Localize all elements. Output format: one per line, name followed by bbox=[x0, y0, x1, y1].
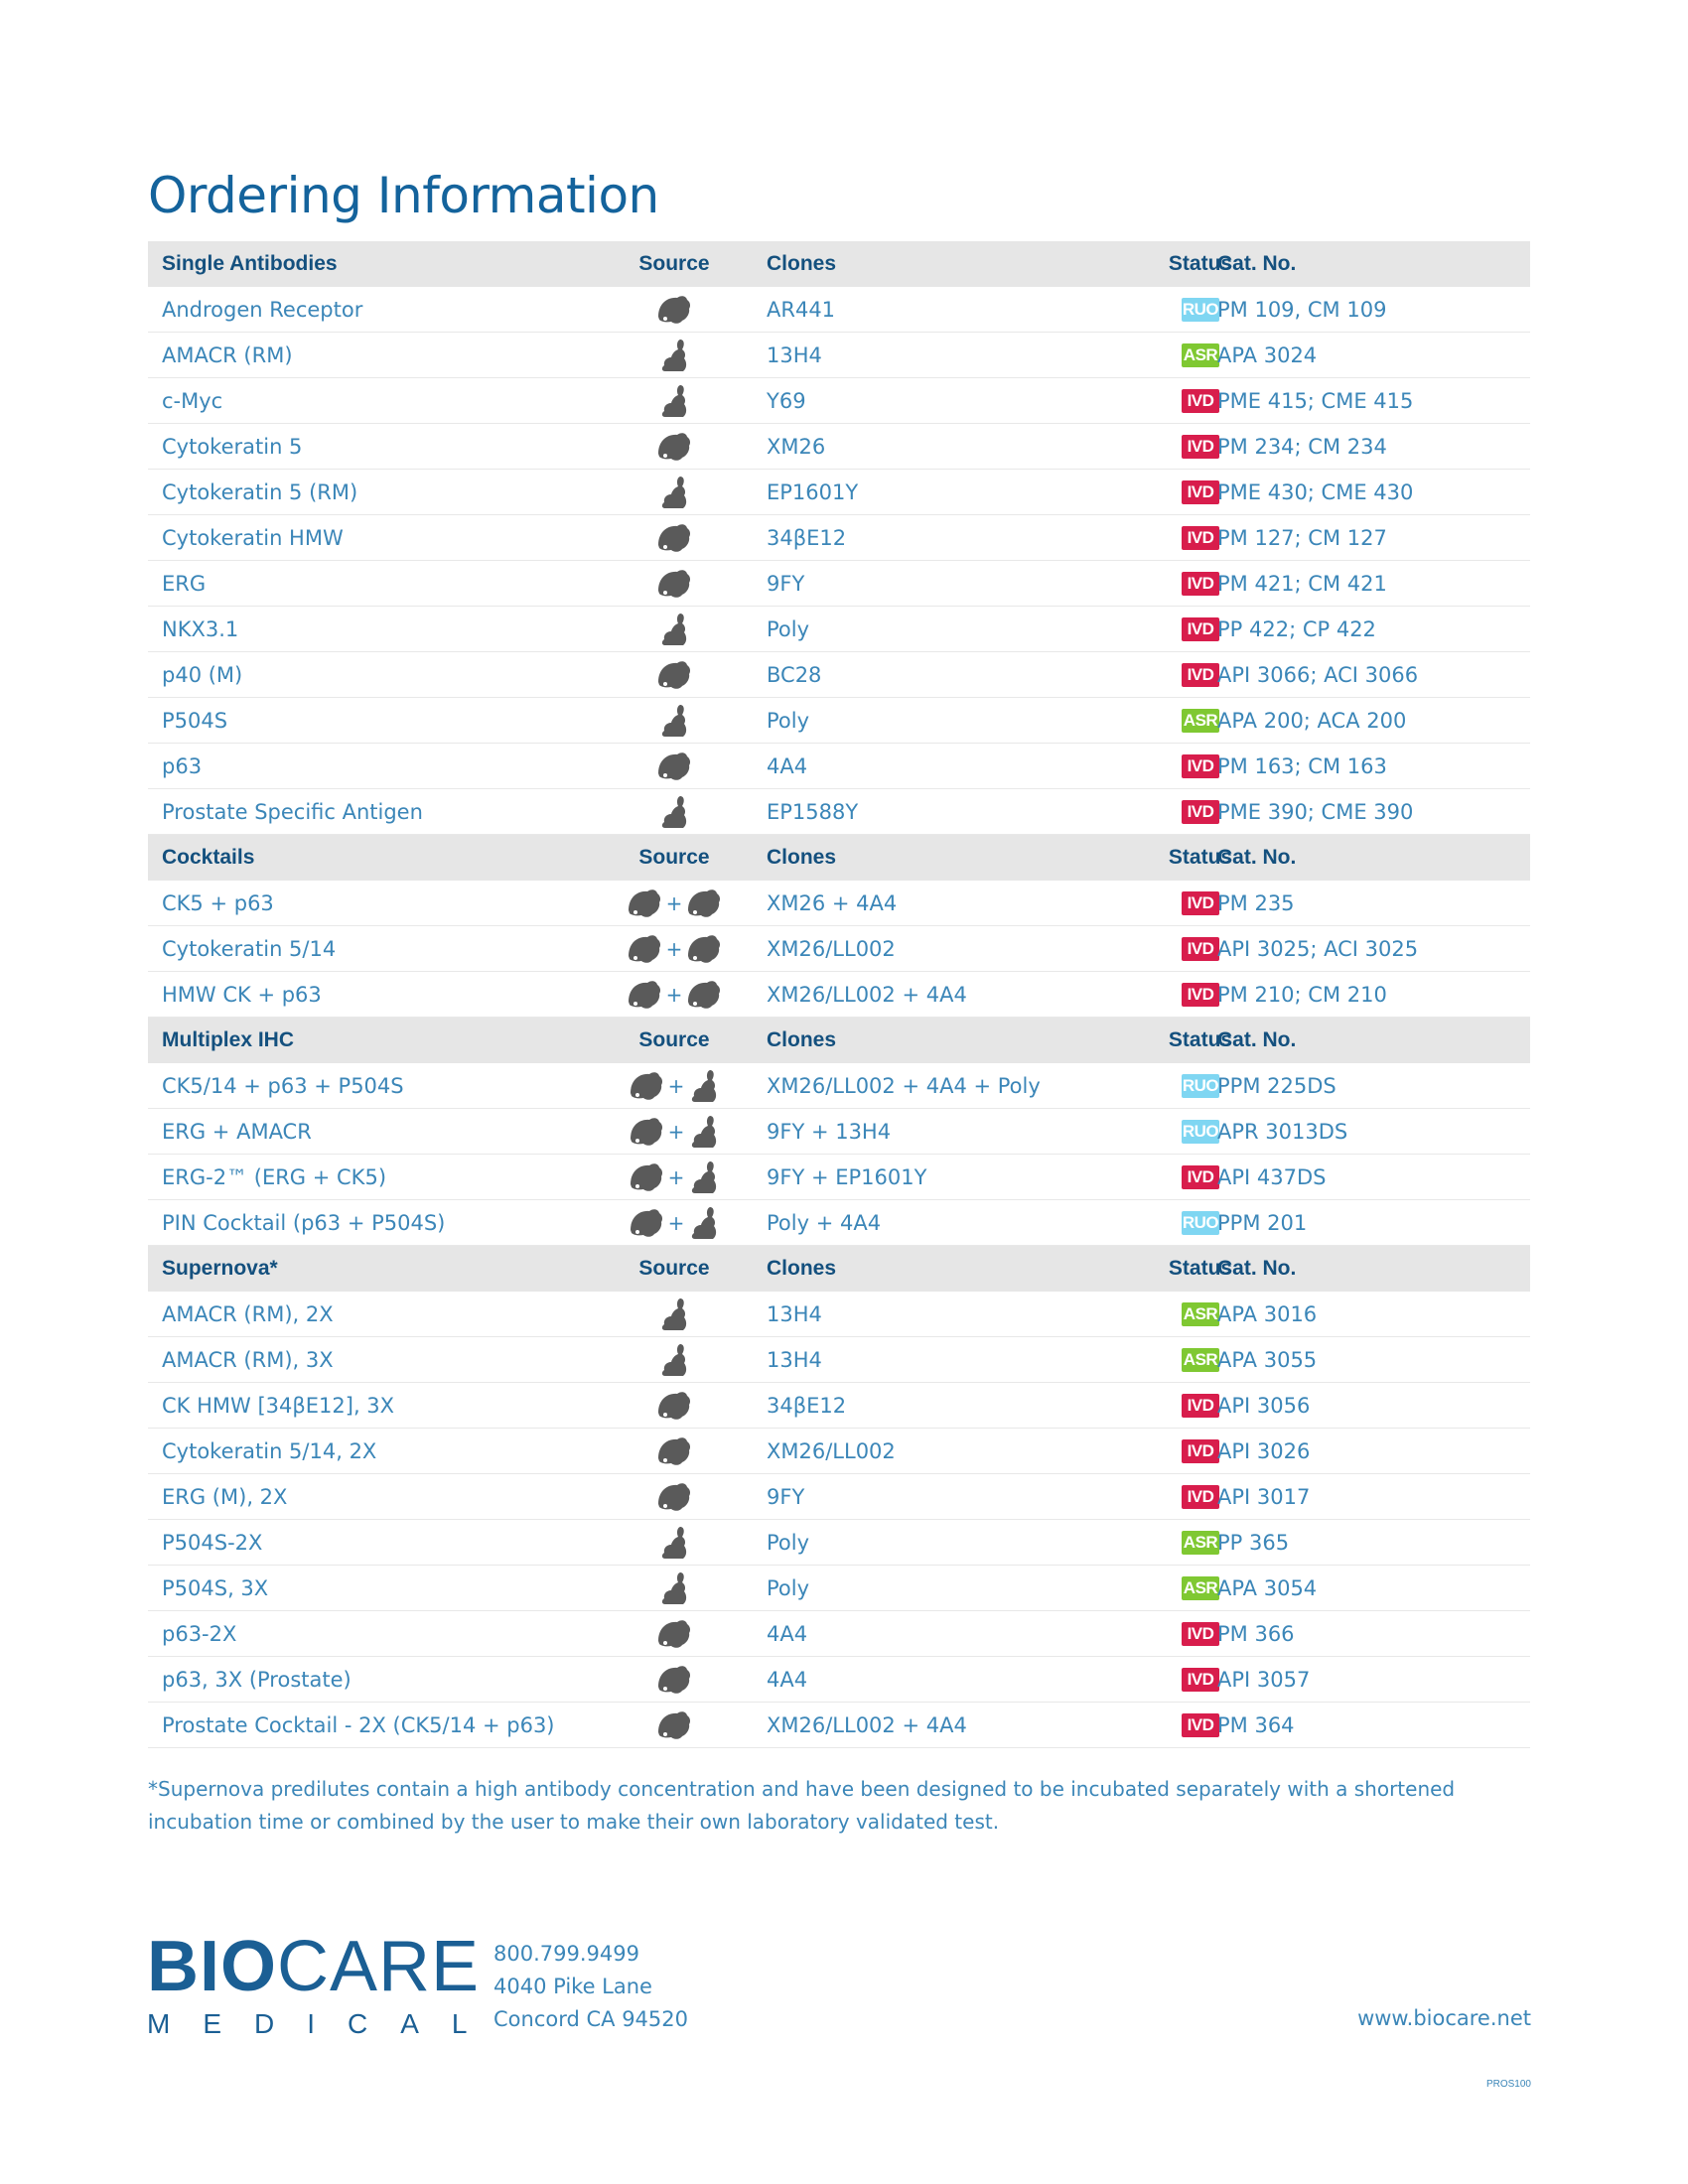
header-cat: Cat. No. bbox=[1217, 252, 1297, 275]
status-badge: IVD bbox=[1182, 937, 1219, 961]
plus-sign: + bbox=[667, 1164, 685, 1189]
clone-name: 9FY + 13H4 bbox=[767, 1119, 892, 1144]
source-cell bbox=[605, 1520, 744, 1565]
clone-name: 4A4 bbox=[767, 1621, 808, 1646]
source-cell bbox=[605, 1155, 744, 1199]
antibody-name: P504S-2X bbox=[162, 1530, 263, 1555]
source-icons bbox=[658, 612, 690, 647]
street-address: 4040 Pike Lane bbox=[493, 1975, 652, 1998]
mouse-icon bbox=[629, 1160, 664, 1194]
header-source: Source bbox=[638, 252, 710, 275]
mouse-icon bbox=[656, 1434, 692, 1468]
mouse-icon bbox=[656, 750, 692, 783]
source-cell bbox=[605, 698, 744, 743]
catalog-number: PME 390; CME 390 bbox=[1217, 799, 1414, 824]
status-badge: IVD bbox=[1182, 1485, 1219, 1509]
header-clones: Clones bbox=[767, 846, 837, 869]
clone-name: 13H4 bbox=[767, 342, 822, 367]
antibody-name: Cytokeratin 5 (RM) bbox=[162, 479, 358, 504]
antibody-name: P504S, 3X bbox=[162, 1575, 269, 1600]
table-row bbox=[148, 515, 1530, 561]
source-cell bbox=[605, 1474, 744, 1519]
catalog-number: API 437DS bbox=[1217, 1164, 1327, 1189]
source-icons bbox=[627, 932, 723, 966]
clone-name: EP1588Y bbox=[767, 799, 859, 824]
header-cat: Cat. No. bbox=[1217, 1028, 1297, 1051]
catalog-number: API 3025; ACI 3025 bbox=[1217, 936, 1419, 961]
status-badge: IVD bbox=[1182, 1713, 1219, 1737]
source-cell bbox=[605, 789, 744, 834]
mouse-icon bbox=[629, 1206, 664, 1240]
antibody-name: CK5 + p63 bbox=[162, 890, 274, 915]
city-address: Concord CA 94520 bbox=[493, 2007, 688, 2031]
catalog-number: PM 235 bbox=[1217, 890, 1295, 915]
source-icons bbox=[658, 475, 690, 510]
status-badge: IVD bbox=[1182, 1165, 1219, 1189]
rabbit-icon bbox=[658, 1525, 690, 1561]
status-badge: IVD bbox=[1182, 663, 1219, 687]
source-icons bbox=[658, 794, 690, 830]
catalog-number: API 3057 bbox=[1217, 1667, 1311, 1692]
source-cell bbox=[605, 515, 744, 560]
mouse-icon bbox=[656, 658, 692, 692]
header-status: Status bbox=[1168, 1028, 1233, 1051]
antibody-name: ERG (M), 2X bbox=[162, 1484, 288, 1509]
source-icons bbox=[656, 1434, 692, 1468]
table-row bbox=[148, 1109, 1530, 1155]
source-cell bbox=[605, 1703, 744, 1747]
table-row bbox=[148, 972, 1530, 1018]
status-badge: IVD bbox=[1182, 572, 1219, 596]
table-row bbox=[148, 652, 1530, 698]
catalog-number: APA 3016 bbox=[1217, 1301, 1318, 1326]
plus-sign: + bbox=[665, 890, 683, 915]
antibody-name: Cytokeratin HMW bbox=[162, 525, 344, 550]
clone-name: Poly + 4A4 bbox=[767, 1210, 882, 1235]
header-source: Source bbox=[638, 1028, 710, 1051]
plus-sign: + bbox=[667, 1210, 685, 1235]
table-row bbox=[148, 378, 1530, 424]
antibody-name: Androgen Receptor bbox=[162, 297, 363, 322]
source-cell bbox=[605, 1337, 744, 1382]
phone-number: 800.799.9499 bbox=[493, 1942, 639, 1966]
clone-name: Poly bbox=[767, 1575, 810, 1600]
antibody-name: Cytokeratin 5/14, 2X bbox=[162, 1438, 377, 1463]
antibody-name: CK HMW [34βE12], 3X bbox=[162, 1393, 395, 1418]
header-name: Single Antibodies bbox=[162, 252, 338, 275]
table-row bbox=[148, 1703, 1530, 1748]
mouse-icon bbox=[656, 1480, 692, 1514]
mouse-icon bbox=[629, 1115, 664, 1149]
source-icons bbox=[658, 1342, 690, 1378]
mouse-icon bbox=[686, 887, 722, 920]
clone-name: XM26/LL002 + 4A4 + Poly bbox=[767, 1073, 1041, 1098]
catalog-number: PM 163; CM 163 bbox=[1217, 753, 1387, 778]
rabbit-icon bbox=[688, 1160, 720, 1195]
header-source: Source bbox=[638, 846, 710, 869]
table-row bbox=[148, 1657, 1530, 1703]
source-icons bbox=[656, 1663, 692, 1697]
status-badge: IVD bbox=[1182, 617, 1219, 641]
header-clones: Clones bbox=[767, 1028, 837, 1051]
clone-name: BC28 bbox=[767, 662, 822, 687]
clone-name: XM26 + 4A4 bbox=[767, 890, 898, 915]
mouse-icon bbox=[656, 1389, 692, 1423]
catalog-number: APR 3013DS bbox=[1217, 1119, 1348, 1144]
catalog-number: PM 364 bbox=[1217, 1712, 1295, 1737]
antibody-name: c-Myc bbox=[162, 388, 223, 413]
source-cell bbox=[605, 561, 744, 606]
website-link[interactable]: www.biocare.net bbox=[1357, 2006, 1531, 2030]
source-icons bbox=[658, 703, 690, 739]
contact-address bbox=[493, 1938, 688, 2036]
source-cell bbox=[605, 378, 744, 423]
antibody-name: PIN Cocktail (p63 + P504S) bbox=[162, 1210, 446, 1235]
document-code: PROS100 bbox=[1485, 2079, 1531, 2090]
source-icons bbox=[656, 567, 692, 601]
table-row bbox=[148, 1429, 1530, 1474]
clone-name: EP1601Y bbox=[767, 479, 859, 504]
clone-name: Poly bbox=[767, 708, 810, 733]
source-icons bbox=[658, 338, 690, 373]
table-row bbox=[148, 698, 1530, 744]
header-name: Multiplex IHC bbox=[162, 1028, 295, 1051]
source-cell bbox=[605, 424, 744, 469]
table-row bbox=[148, 1063, 1530, 1109]
antibody-name: Prostate Cocktail - 2X (CK5/14 + p63) bbox=[162, 1712, 555, 1737]
mouse-icon bbox=[627, 887, 662, 920]
mouse-icon bbox=[656, 430, 692, 464]
table-row bbox=[148, 1611, 1530, 1657]
clone-name: AR441 bbox=[767, 297, 836, 322]
antibody-name: AMACR (RM) bbox=[162, 342, 293, 367]
antibody-name: AMACR (RM), 3X bbox=[162, 1347, 334, 1372]
rabbit-icon bbox=[658, 794, 690, 830]
antibody-name: CK5/14 + p63 + P504S bbox=[162, 1073, 404, 1098]
clone-name: 34βE12 bbox=[767, 525, 847, 550]
header-cat: Cat. No. bbox=[1217, 846, 1297, 869]
header-clones: Clones bbox=[767, 252, 837, 275]
header-name: Cocktails bbox=[162, 846, 255, 869]
table-row bbox=[148, 1474, 1530, 1520]
plus-sign: + bbox=[667, 1119, 685, 1144]
catalog-number: API 3026 bbox=[1217, 1438, 1311, 1463]
source-icons bbox=[629, 1114, 721, 1150]
status-badge: IVD bbox=[1182, 526, 1219, 550]
section-header bbox=[148, 835, 1530, 881]
antibody-name: Cytokeratin 5/14 bbox=[162, 936, 337, 961]
source-icons bbox=[629, 1205, 721, 1241]
source-icons bbox=[658, 1297, 690, 1332]
rabbit-icon bbox=[658, 612, 690, 647]
status-badge: ASR bbox=[1182, 1302, 1219, 1326]
rabbit-icon bbox=[658, 383, 690, 419]
table-row bbox=[148, 1292, 1530, 1337]
antibody-name: Prostate Specific Antigen bbox=[162, 799, 423, 824]
source-icons bbox=[656, 658, 692, 692]
catalog-number: API 3056 bbox=[1217, 1393, 1311, 1418]
mouse-icon bbox=[656, 1617, 692, 1651]
source-cell bbox=[605, 287, 744, 332]
status-badge: ASR bbox=[1182, 709, 1219, 733]
section-header bbox=[148, 241, 1530, 287]
clone-name: Y69 bbox=[767, 388, 806, 413]
logo-subtitle: MEDICAL bbox=[147, 2008, 500, 2039]
status-badge: IVD bbox=[1182, 480, 1219, 504]
clone-name: XM26/LL002 + 4A4 bbox=[767, 1712, 967, 1737]
source-cell bbox=[605, 470, 744, 514]
mouse-icon bbox=[656, 567, 692, 601]
biocare-logo bbox=[147, 1927, 500, 2040]
table-row bbox=[148, 744, 1530, 789]
clone-name: XM26/LL002 bbox=[767, 936, 896, 961]
table-row bbox=[148, 1337, 1530, 1383]
source-icons bbox=[656, 1617, 692, 1651]
logo-bold-text: BIO bbox=[147, 1927, 278, 2006]
source-icons bbox=[656, 293, 692, 327]
catalog-number: API 3066; ACI 3066 bbox=[1217, 662, 1419, 687]
rabbit-icon bbox=[688, 1068, 720, 1104]
mouse-icon bbox=[656, 1708, 692, 1742]
catalog-number: PM 421; CM 421 bbox=[1217, 571, 1387, 596]
mouse-icon bbox=[656, 521, 692, 555]
status-badge: IVD bbox=[1182, 1668, 1219, 1692]
section-header bbox=[148, 1246, 1530, 1292]
table-row bbox=[148, 1566, 1530, 1611]
antibody-name: ERG bbox=[162, 571, 207, 596]
rabbit-icon bbox=[688, 1114, 720, 1150]
source-cell bbox=[605, 881, 744, 925]
clone-name: XM26/LL002 bbox=[767, 1438, 896, 1463]
antibody-name: NKX3.1 bbox=[162, 616, 239, 641]
table-row bbox=[148, 333, 1530, 378]
antibody-name: HMW CK + p63 bbox=[162, 982, 322, 1007]
catalog-number: PME 415; CME 415 bbox=[1217, 388, 1414, 413]
source-cell bbox=[605, 1109, 744, 1154]
catalog-number: API 3017 bbox=[1217, 1484, 1311, 1509]
catalog-number: PM 210; CM 210 bbox=[1217, 982, 1387, 1007]
table-row bbox=[148, 1383, 1530, 1429]
status-badge: IVD bbox=[1182, 983, 1219, 1007]
source-cell bbox=[605, 1611, 744, 1656]
clone-name: 13H4 bbox=[767, 1301, 822, 1326]
plus-sign: + bbox=[667, 1073, 685, 1098]
header-name: Supernova* bbox=[162, 1257, 278, 1280]
mouse-icon bbox=[656, 293, 692, 327]
table-row bbox=[148, 607, 1530, 652]
antibody-name: Cytokeratin 5 bbox=[162, 434, 303, 459]
status-badge: RUO bbox=[1182, 1211, 1219, 1235]
table-row bbox=[148, 1155, 1530, 1200]
table-row bbox=[148, 1520, 1530, 1566]
catalog-number: PPM 201 bbox=[1217, 1210, 1308, 1235]
clone-name: 4A4 bbox=[767, 753, 808, 778]
antibody-name: AMACR (RM), 2X bbox=[162, 1301, 334, 1326]
rabbit-icon bbox=[658, 475, 690, 510]
footnote: *Supernova predilutes contain a high antibody concentration and have been designed to be incubated separately with a shortened incubation time or combined by the user to make their own laboratory validated test. bbox=[148, 1777, 1456, 1834]
table-row bbox=[148, 881, 1530, 926]
clone-name: 9FY bbox=[767, 571, 805, 596]
source-cell bbox=[605, 652, 744, 697]
catalog-number: PP 422; CP 422 bbox=[1217, 616, 1376, 641]
ordering-table bbox=[148, 241, 1530, 1748]
clone-name: 9FY bbox=[767, 1484, 805, 1509]
catalog-number: PM 127; CM 127 bbox=[1217, 525, 1387, 550]
mouse-icon bbox=[627, 932, 662, 966]
clone-name: XM26/LL002 + 4A4 bbox=[767, 982, 967, 1007]
source-icons bbox=[627, 978, 723, 1012]
antibody-name: P504S bbox=[162, 708, 228, 733]
logo-wordmark bbox=[147, 1927, 499, 2006]
antibody-name: ERG + AMACR bbox=[162, 1119, 312, 1144]
antibody-name: p40 (M) bbox=[162, 662, 243, 687]
status-badge: IVD bbox=[1182, 435, 1219, 459]
table-row bbox=[148, 926, 1530, 972]
source-icons bbox=[656, 521, 692, 555]
catalog-number: PM 109, CM 109 bbox=[1217, 297, 1387, 322]
status-badge: IVD bbox=[1182, 1622, 1219, 1646]
page-title: Ordering Information bbox=[148, 167, 659, 224]
table-row bbox=[148, 561, 1530, 607]
status-badge: IVD bbox=[1182, 1394, 1219, 1418]
source-icons bbox=[658, 1570, 690, 1606]
header-source: Source bbox=[638, 1257, 710, 1280]
rabbit-icon bbox=[658, 1297, 690, 1332]
source-cell bbox=[605, 1429, 744, 1473]
rabbit-icon bbox=[658, 1570, 690, 1606]
status-badge: IVD bbox=[1182, 1439, 1219, 1463]
section-header bbox=[148, 1018, 1530, 1063]
header-status: Status bbox=[1168, 1257, 1233, 1280]
source-cell bbox=[605, 972, 744, 1017]
status-badge: ASR bbox=[1182, 1348, 1219, 1372]
header-cat: Cat. No. bbox=[1217, 1257, 1297, 1280]
status-badge: RUO bbox=[1182, 1120, 1219, 1144]
status-badge: IVD bbox=[1182, 891, 1219, 915]
source-icons bbox=[656, 750, 692, 783]
table-row bbox=[148, 287, 1530, 333]
rabbit-icon bbox=[658, 1342, 690, 1378]
rabbit-icon bbox=[658, 703, 690, 739]
header-status: Status bbox=[1168, 846, 1233, 869]
status-badge: RUO bbox=[1182, 298, 1219, 322]
header-clones: Clones bbox=[767, 1257, 837, 1280]
table-row bbox=[148, 470, 1530, 515]
clone-name: 9FY + EP1601Y bbox=[767, 1164, 927, 1189]
clone-name: Poly bbox=[767, 616, 810, 641]
source-icons bbox=[656, 1389, 692, 1423]
status-badge: IVD bbox=[1182, 389, 1219, 413]
antibody-name: p63 bbox=[162, 753, 203, 778]
source-icons bbox=[627, 887, 723, 920]
catalog-number: PM 234; CM 234 bbox=[1217, 434, 1387, 459]
clone-name: 4A4 bbox=[767, 1667, 808, 1692]
table-row bbox=[148, 1200, 1530, 1246]
catalog-number: PPM 225DS bbox=[1217, 1073, 1336, 1098]
table-row bbox=[148, 424, 1530, 470]
catalog-number: PP 365 bbox=[1217, 1530, 1290, 1555]
catalog-number: APA 3024 bbox=[1217, 342, 1318, 367]
clone-name: 13H4 bbox=[767, 1347, 822, 1372]
mouse-icon bbox=[627, 978, 662, 1012]
clone-name: XM26 bbox=[767, 434, 826, 459]
status-badge: IVD bbox=[1182, 800, 1219, 824]
status-badge: ASR bbox=[1182, 1531, 1219, 1555]
source-cell bbox=[605, 607, 744, 651]
antibody-name: p63, 3X (Prostate) bbox=[162, 1667, 352, 1692]
clone-name: Poly bbox=[767, 1530, 810, 1555]
catalog-number: APA 200; ACA 200 bbox=[1217, 708, 1407, 733]
source-cell bbox=[605, 1657, 744, 1702]
source-cell bbox=[605, 744, 744, 788]
mouse-icon bbox=[686, 978, 722, 1012]
source-cell bbox=[605, 1566, 744, 1610]
source-cell bbox=[605, 1063, 744, 1108]
antibody-name: ERG-2™ (ERG + CK5) bbox=[162, 1164, 387, 1189]
source-icons bbox=[629, 1068, 721, 1104]
header-status: Status bbox=[1168, 252, 1233, 275]
mouse-icon bbox=[686, 932, 722, 966]
rabbit-icon bbox=[688, 1205, 720, 1241]
catalog-number: APA 3054 bbox=[1217, 1575, 1318, 1600]
source-cell bbox=[605, 926, 744, 971]
status-badge: IVD bbox=[1182, 754, 1219, 778]
plus-sign: + bbox=[665, 936, 683, 961]
catalog-number: PME 430; CME 430 bbox=[1217, 479, 1414, 504]
source-icons bbox=[656, 430, 692, 464]
status-badge: ASR bbox=[1182, 343, 1219, 367]
status-badge: ASR bbox=[1182, 1576, 1219, 1600]
source-icons bbox=[658, 383, 690, 419]
mouse-icon bbox=[656, 1663, 692, 1697]
clone-name: 34βE12 bbox=[767, 1393, 847, 1418]
source-icons bbox=[658, 1525, 690, 1561]
table-row bbox=[148, 789, 1530, 835]
logo-light-text: CARE bbox=[277, 1927, 481, 2006]
source-icons bbox=[656, 1708, 692, 1742]
catalog-number: APA 3055 bbox=[1217, 1347, 1318, 1372]
source-cell bbox=[605, 1292, 744, 1336]
source-icons bbox=[629, 1160, 721, 1195]
source-cell bbox=[605, 1200, 744, 1245]
rabbit-icon bbox=[658, 338, 690, 373]
antibody-name: p63-2X bbox=[162, 1621, 237, 1646]
status-badge: RUO bbox=[1182, 1074, 1219, 1098]
source-cell bbox=[605, 1383, 744, 1428]
plus-sign: + bbox=[665, 982, 683, 1007]
mouse-icon bbox=[629, 1069, 664, 1103]
source-cell bbox=[605, 333, 744, 377]
source-icons bbox=[656, 1480, 692, 1514]
catalog-number: PM 366 bbox=[1217, 1621, 1295, 1646]
